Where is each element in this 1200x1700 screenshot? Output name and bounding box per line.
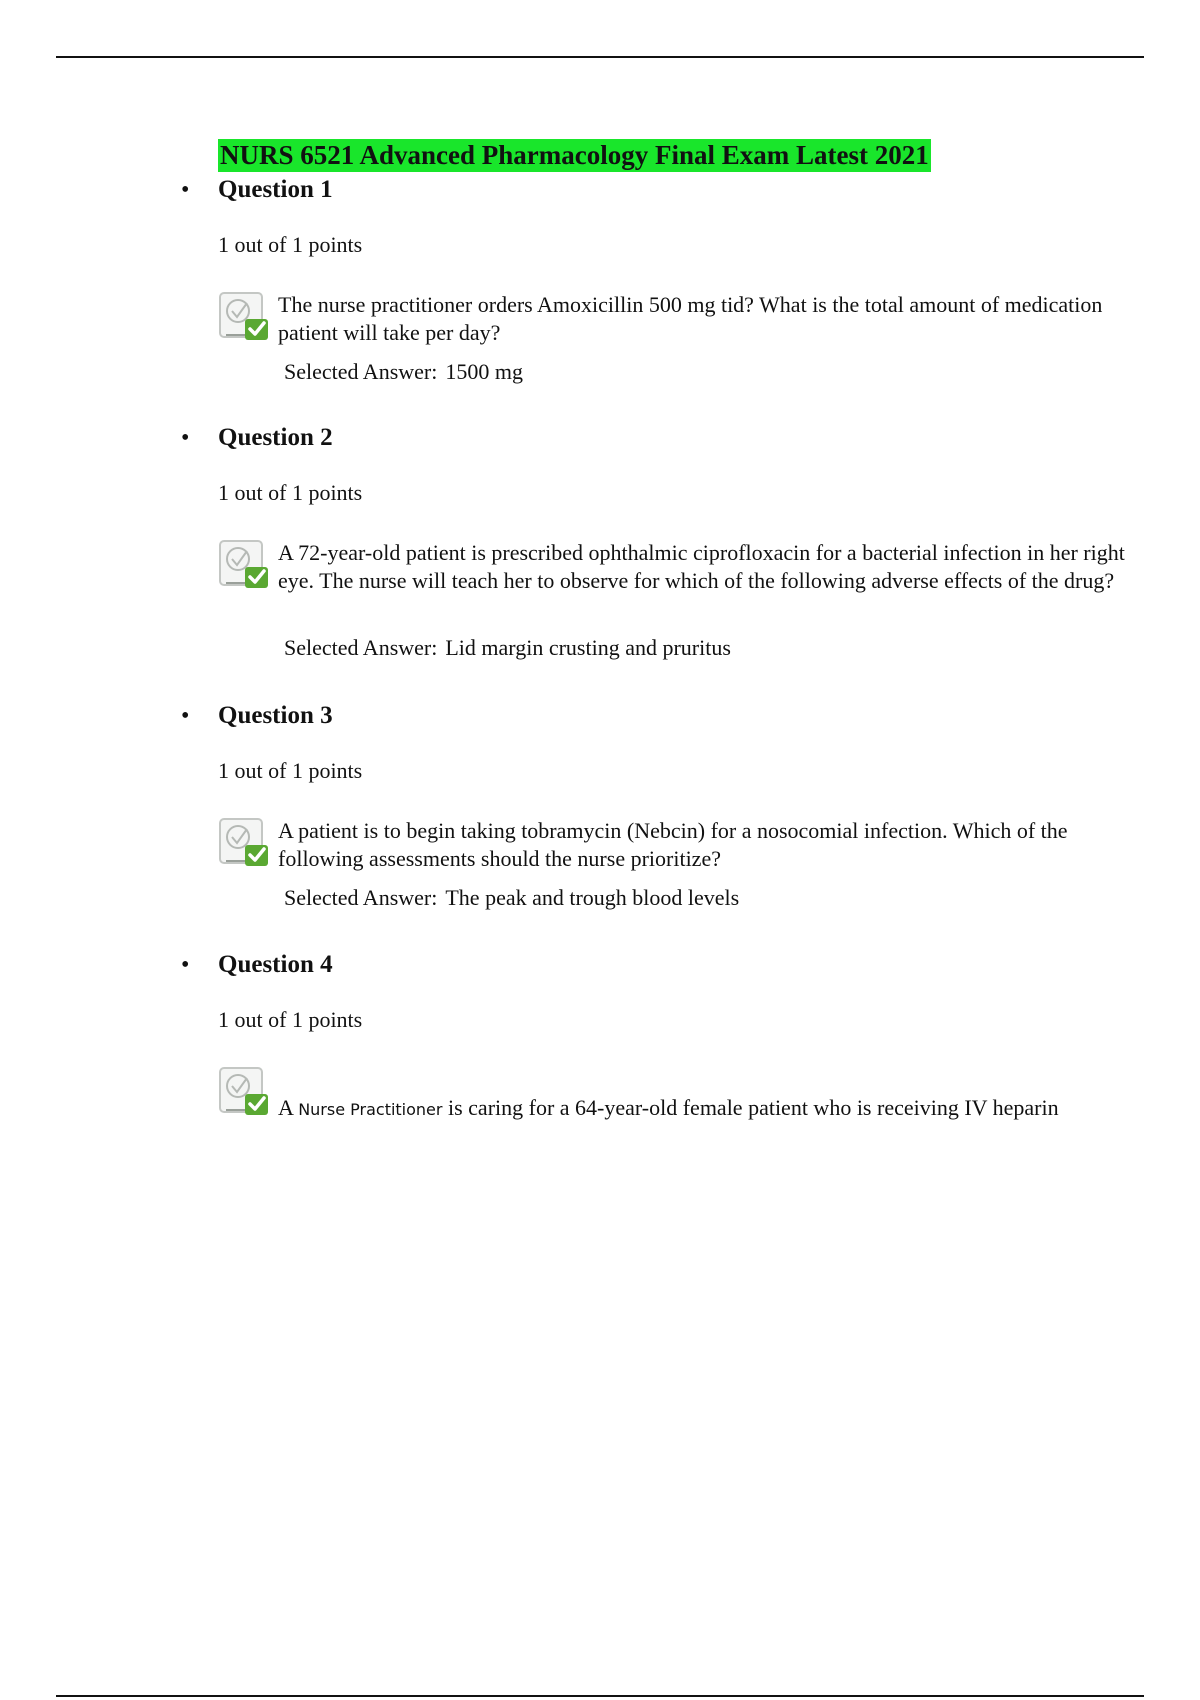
selected-answer-value: Lid margin crusting and pruritus bbox=[445, 635, 731, 660]
bullet: • bbox=[181, 703, 190, 729]
selected-answer bbox=[284, 357, 523, 387]
question-text: A 72-year-old patient is prescribed ophthalmic ciprofloxacin for a bacterial infection in her right eye. The nurse will teach her to observe for which of the following adverse effects of the drug? bbox=[278, 540, 1125, 593]
selected-answer-label: Selected Answer: bbox=[284, 885, 438, 910]
points-text: 1 out of 1 points bbox=[218, 758, 363, 783]
question-heading: Question 4 bbox=[218, 951, 333, 978]
question-heading: Question 1 bbox=[218, 176, 333, 203]
question-text bbox=[278, 1094, 1138, 1124]
top-rule bbox=[56, 56, 1144, 58]
correct-answer-check-icon bbox=[218, 539, 272, 593]
question-text: The nurse practitioner orders Amoxicillin 500 mg tid? What is the total amount of medication patient will take per day? bbox=[278, 292, 1103, 345]
bullet: • bbox=[181, 425, 190, 451]
selected-answer-value: 1500 mg bbox=[445, 359, 523, 384]
points-text: 1 out of 1 points bbox=[218, 232, 363, 257]
selected-answer-label: Selected Answer: bbox=[284, 359, 438, 384]
question-text-part: Nurse Practitioner bbox=[298, 1100, 443, 1119]
points-text: 1 out of 1 points bbox=[218, 480, 363, 505]
correct-answer-check-icon bbox=[218, 291, 272, 345]
selected-answer bbox=[284, 633, 731, 663]
bullet: • bbox=[181, 952, 190, 978]
selected-answer-value: The peak and trough blood levels bbox=[445, 885, 740, 910]
question-heading: Question 2 bbox=[218, 424, 333, 451]
selected-answer bbox=[284, 883, 739, 913]
bullet: • bbox=[181, 177, 190, 203]
selected-answer-label: Selected Answer: bbox=[284, 635, 438, 660]
question-text-part: A bbox=[278, 1095, 293, 1120]
question-text-part: is caring for a 64-year-old female patient who is receiving IV heparin bbox=[447, 1095, 1059, 1120]
bottom-rule bbox=[56, 1695, 1144, 1697]
correct-answer-check-icon bbox=[218, 817, 272, 871]
question-text: A patient is to begin taking tobramycin (Nebcin) for a nosocomial infection. Which of the following assessments should the nurse prioritize? bbox=[278, 818, 1068, 871]
document-title: NURS 6521 Advanced Pharmacology Final Exam Latest 2021 bbox=[220, 140, 929, 170]
correct-answer-check-icon bbox=[218, 1066, 272, 1120]
question-heading: Question 3 bbox=[218, 702, 333, 729]
points-text: 1 out of 1 points bbox=[218, 1007, 363, 1032]
